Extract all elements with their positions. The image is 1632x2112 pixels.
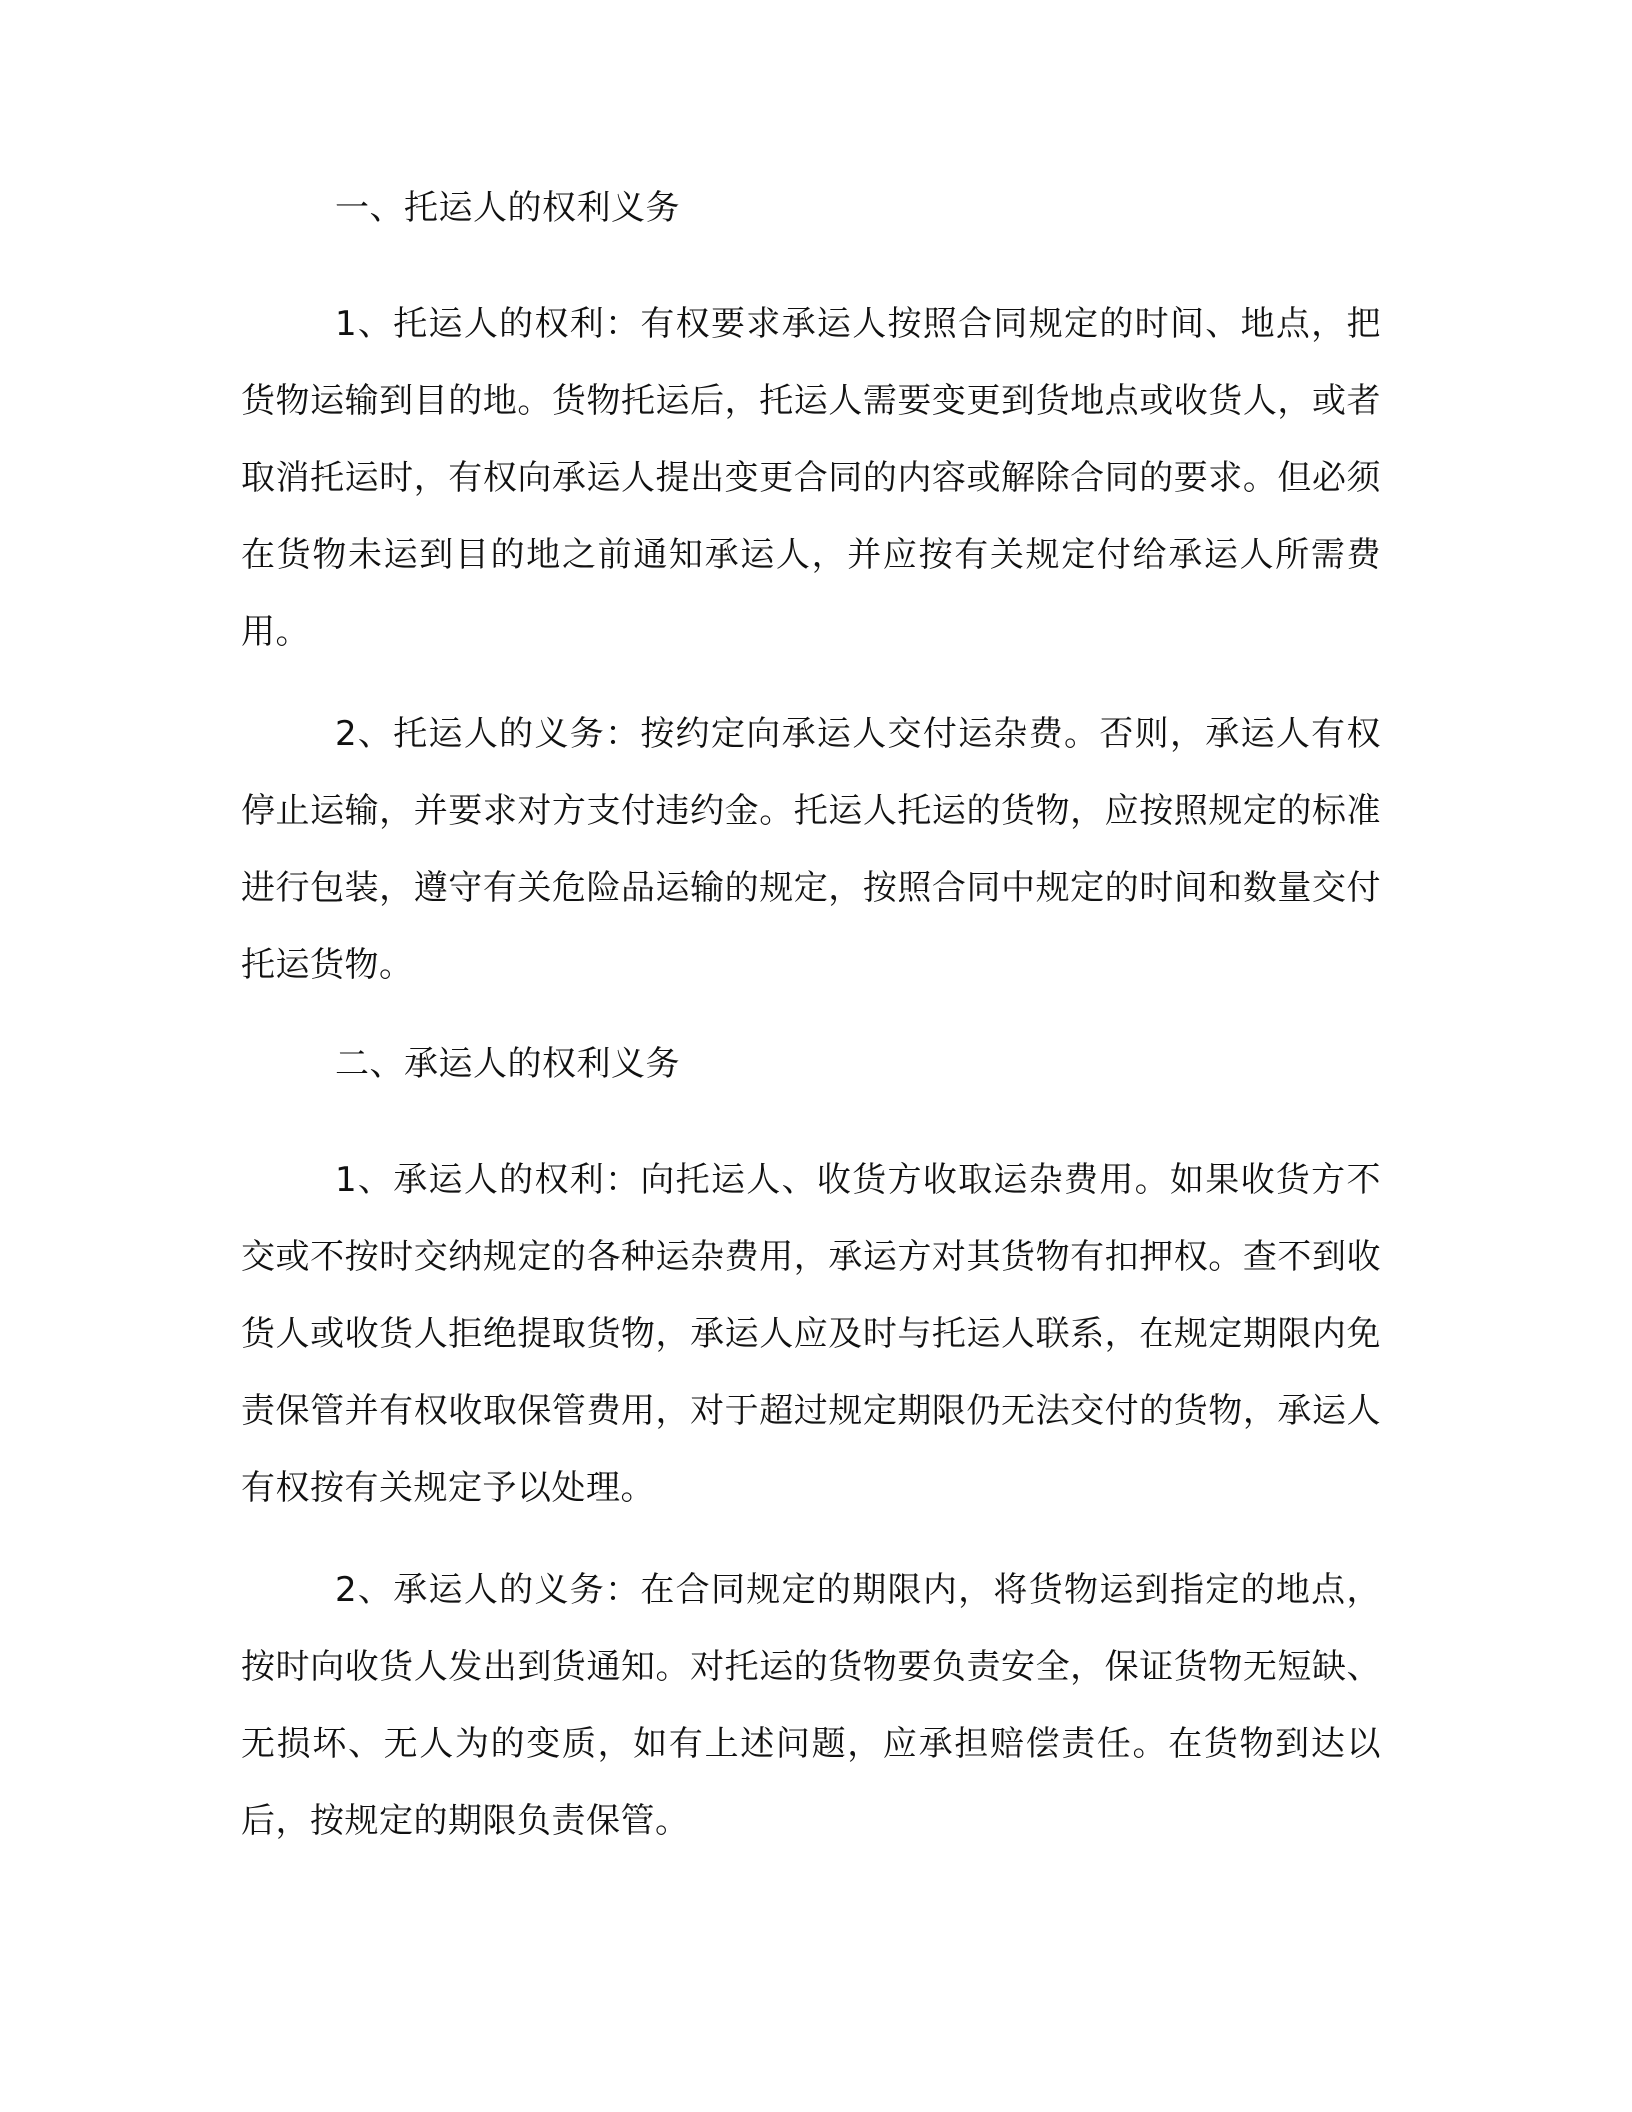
section-heading-consignor: 一、托运人的权利义务 [335, 188, 680, 228]
paragraph-consignor-rights: 1、托运人的权利：有权要求承运人按照合同规定的时间、地点，把货物运输到目的地。货物托运后，托运人需要变更到货地点或收货人，或者取消托运时，有权向承运人提出变更合同的内容或解除合同的要求。但必须在货物未运到目的地之前通知承运人，并应按有关规定付给承运人所需费用。 [241, 304, 1381, 652]
paragraph-carrier-rights: 1、承运人的权利：向托运人、收货方收取运杂费用。如果收货方不交或不按时交纳规定的各种运杂费用，承运方对其货物有扣押权。查不到收货人或收货人拒绝提取货物，承运人应及时与托运人联系，在规定期限内免责保管并有权收取保管费用，对于超过规定期限仍无法交付的货物，承运人有权按有关规定予以处理。 [241, 1160, 1381, 1508]
document-body [241, 188, 1381, 1860]
section-heading-carrier: 二、承运人的权利义务 [335, 1044, 680, 1084]
paragraph-consignor-obligations: 2、托运人的义务：按约定向承运人交付运杂费。否则，承运人有权停止运输，并要求对方支付违约金。托运人托运的货物，应按照规定的标准进行包装，遵守有关危险品运输的规定，按照合同中规定的时间和数量交付托运货物。 [241, 714, 1381, 985]
paragraph-carrier-obligations: 2、承运人的义务：在合同规定的期限内，将货物运到指定的地点，按时向收货人发出到货通知。对托运的货物要负责安全，保证货物无短缺、无损坏、无人为的变质，如有上述问题，应承担赔偿责任。在货物到达以后，按规定的期限负责保管。 [241, 1570, 1381, 1841]
